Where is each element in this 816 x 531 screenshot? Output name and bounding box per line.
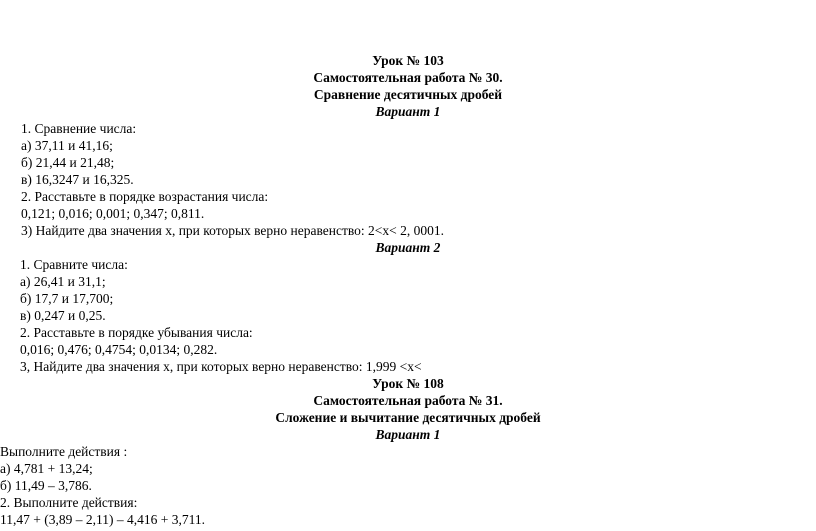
l108-v1-q2-expr: 11,47 + (3,89 – 2,11) – 4,416 + 3,711. [0, 512, 205, 527]
l103-v1-q3: 3) Найдите два значения х, при которых верно неравенство: 2<х< 2, 0001. [21, 223, 445, 238]
l103-v1-q1-b: б) 21,44 и 21,48; [21, 155, 115, 170]
l108-v1-q2-title: 2. Выполните действия: [0, 495, 138, 510]
lesson-108-topic: Сложение и вычитание десятичных дробей [275, 410, 541, 425]
l103-v2-q1-b: б) 17,7 и 17,700; [20, 291, 114, 306]
lesson-103-topic: Сравнение десятичных дробей [313, 87, 503, 102]
lesson-108-variant-1-title: Вариант 1 [375, 427, 441, 442]
lesson-108-work-title: Самостоятельная работа № 31. [313, 393, 503, 408]
l108-v1-q1-a: а) 4,781 + 13,24; [0, 461, 93, 476]
l103-v2-q3: 3, Найдите два значения х, при которых верно неравенство: 1,999 <х< [20, 359, 422, 374]
l103-v2-q2-numbers: 0,016; 0,476; 0,4754; 0,0134; 0,282. [20, 342, 218, 357]
l108-v1-q1-b: б) 11,49 – 3,786. [0, 478, 92, 493]
l103-v2-q1-c: в) 0,247 и 0,25. [20, 308, 106, 323]
l103-v2-q1-a: а) 26,41 и 31,1; [20, 274, 106, 289]
l103-v1-q2-numbers: 0,121; 0,016; 0,001; 0,347; 0,811. [21, 206, 205, 221]
lesson-103-variant-1-title: Вариант 1 [375, 104, 441, 119]
l103-v1-q1-c: в) 16,3247 и 16,325. [21, 172, 134, 187]
lesson-103-variant-2-title: Вариант 2 [375, 240, 441, 255]
l103-v1-q2-title: 2. Расставьте в порядке возрастания числа: [21, 189, 269, 204]
lesson-103-work-title: Самостоятельная работа № 30. [313, 70, 503, 85]
lesson-108-heading: Урок № 108 [372, 376, 444, 391]
l103-v2-q1-title: 1. Сравните числа: [20, 257, 128, 272]
lesson-103-heading: Урок № 103 [372, 53, 444, 68]
l103-v1-q1-title: 1. Сравнение числа: [21, 121, 137, 136]
l108-v1-q1-title: Выполните действия : [0, 444, 128, 459]
l103-v2-q2-title: 2. Расставьте в порядке убывания числа: [20, 325, 253, 340]
l103-v1-q1-a: а) 37,11 и 41,16; [21, 138, 113, 153]
